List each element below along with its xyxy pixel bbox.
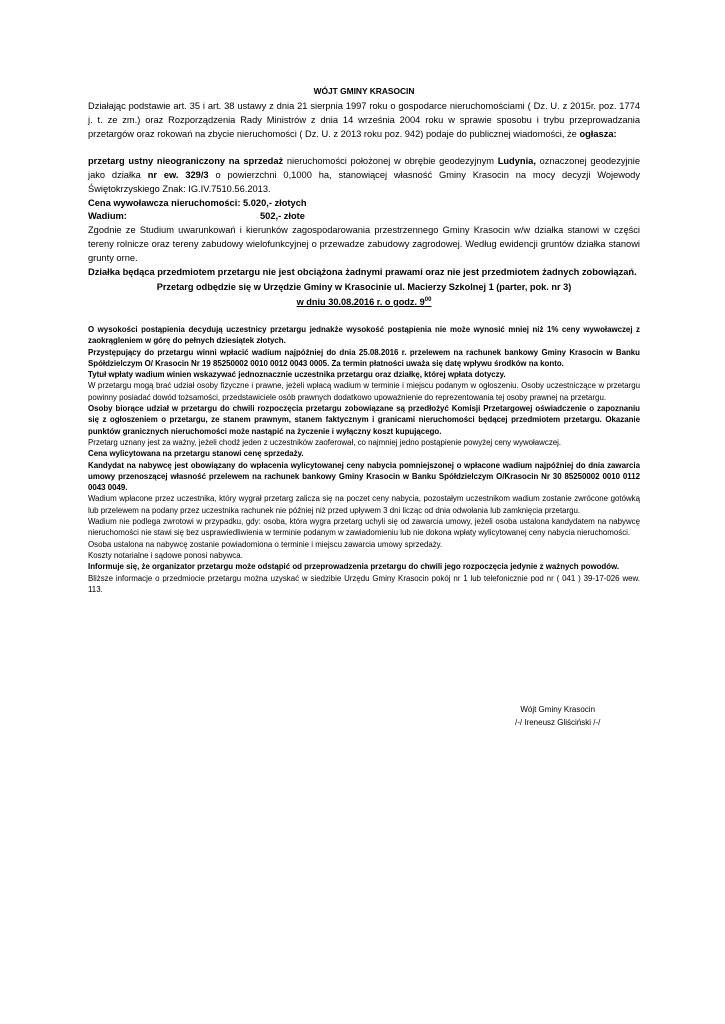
spacer	[88, 141, 640, 154]
rule-bid-increment: O wysokości postąpienia decydują uczestnicy przetargu jednakże wysokość postąpienia nie może wynosić mniej niż 1% ceny wywoławczej z zaokrągleniem w górę do pełnych dziesiątek złotych.	[88, 325, 640, 346]
study-paragraph: Zgodnie ze Studium uwarunkowań i kierunków zagospodarowania przestrzennego Gminy Krasocin w/w działka stanowi w części tereny rolnicze oraz tereny zabudowy wielofunkcyjnej o przewadze zabudowy zagrodowej. Według ewidencji gruntów działka stanowi grunty orne.	[88, 225, 640, 263]
rule-notification: Osoba ustalona na nabywcę zostanie powiadomiona o terminie i miejscu zawarcia umowy sprzedaży.	[88, 539, 443, 549]
rule-contact-info: Bliższe informacje o przedmiocie przetargu można uzyskać w siedzibie Urzędu Gminy Krasocin pokój nr 1 lub telefonicznie pod nr ( 041 ) 39-17-026 wew. 113.	[88, 573, 640, 594]
wadium-value: 502,- złote	[260, 211, 305, 221]
rule-wadium-forfeit: Wadium nie podlega zwrotowi w przypadku, gdy: osoba, która wygra przetarg uchyli się od zawarcia umowy, jeżeli osoba ustalona kandydatem na nabywcę nieruchomości nie stawi się bez usprawiedliwienia w terminie podanym w zawiadomieniu lub nie dokona wpłaty wylicytowanej ceny nabycia nieruchomości.	[88, 517, 640, 538]
spacer	[88, 309, 640, 324]
rule-participants: W przetargu mogą brać udział osoby fizyczne i prawne, jeżeli wpłacą wadium w terminie i miejscu podanym w ogłoszeniu. Osoby uczestniczące w przetargu powinny posiadać dowód tożsamości, przedstawiciele osób prawnych dodatkowo upoważnienie do reprezentowania tej osoby prawnej na przetargu.	[88, 381, 640, 402]
signature-title: Wójt Gminy Krasocin	[520, 705, 596, 714]
intro-text: Działając podstawie art. 35 i art. 38 ustawy z dnia 21 sierpnia 1997 roku o gospodarce nieruchomościami ( Dz. U. z 2015r. poz. 1774 j. t. ze zm.) oraz Rozporządzenia Rady Ministrów z dnia 14 września 2004 roku w sprawie sposobu i trybu przeprowadzania przetargów oraz rokowań na zbycie nieruchomości ( Dz. U. z 2013 roku poz. 942) podaje do publicznej wiadomości, że	[88, 101, 640, 139]
offer-type: przetarg ustny nieograniczony na sprzedaż	[88, 156, 284, 166]
wadium-row	[88, 210, 640, 223]
rule-withdrawal: Informuje się, że organizator przetargu może odstąpić od przeprowadzenia przetargu do chwili jego rozpoczęcia jedynie z ważnych powodów.	[88, 562, 620, 572]
offer-text: oznaczonej geodezyjnie jako działka	[88, 156, 641, 180]
rule-wadium-payment: Przystępujący do przetargu winni wpłacić wadium najpóźniej do dnia 25.08.2016 r. przelewem na rachunek bankowy Gminy Krasocin w Banku Spółdzielczym O/ Krasocin Nr 19 85250002 0010 0012 0043 0005. Za termin płatności uważa się datę wpływu środków na konto.	[88, 347, 640, 368]
document-title: WÓJT GMINY KRASOCIN	[313, 86, 415, 96]
rule-declaration: Osoby biorące udział w przetargu do chwili rozpoczęcia przetargu zobowiązane są przedłożyć Komisji Przetargowej oświadczenie o zapoznaniu się z ogłoszeniem o przetargu, ze stanem prawnym, stanem faktycznym i granicami nieruchomości będącej przedmiotem przetargu. Okazanie punktów granicznych nieruchomości może nastąpić na życzenie i wyłączny koszt kupującego.	[88, 404, 640, 436]
rule-wadium-return: Wadium wpłacone przez uczestnika, który wygrał przetarg zalicza się na poczet ceny nabycia, pozostałym uczestnikom wadium zostanie zwrócone gotówką lub przelewem na podany przez uczestnika rachunek nie później niż przed upływem 3 dni licząc od dnia odwołania lub zamknięcia przetargu.	[88, 494, 640, 515]
intro-paragraph	[88, 99, 640, 141]
starting-price: Cena wywoławcza nieruchomości: 5.020,- złotych	[88, 198, 307, 208]
rule-costs: Koszty notarialne i sądowe ponosi nabywca.	[88, 550, 243, 560]
auction-date	[88, 294, 640, 309]
plot-number: nr ew. 329/3	[147, 170, 209, 180]
auction-time-minutes: 00	[424, 297, 432, 303]
offer-paragraph	[88, 154, 640, 196]
offer-text: o powierzchni 0,1000 ha, stanowiącej własność Gminy Krasocin na mocy decyzji Wojewody Świętokrzyskiego Znak: IG.IV.7510.56.2013.	[88, 170, 640, 194]
rule-payment-title: Tytuł wpłaty wadium winien wskazywać jednoznacznie uczestnika przetargu oraz działkę, której wpłata dotyczy.	[88, 370, 506, 380]
signature-name: /-/ Ireneusz Gliściński /-/	[515, 718, 601, 727]
offer-text: nieruchomości położonej w obrębie geodezyjnym	[283, 156, 498, 166]
rule-sale-price: Cena wylicytowana na przetargu stanowi cenę sprzedaży.	[88, 449, 304, 459]
intro-announces: ogłasza:	[579, 129, 617, 139]
auction-venue: Przetarg odbędzie się w Urzędzie Gminy w Krasocinie ul. Macierzy Szkolnej 1 (parter, pok. nr 3)	[156, 282, 572, 292]
wadium-label: Wadium:	[88, 211, 127, 221]
encumbrance-paragraph: Działka będąca przedmiotem przetargu nie jest obciążona żadnymi prawami oraz nie jest przedmiotem żadnych zobowiązań.	[88, 267, 637, 277]
signature-block	[515, 703, 600, 729]
rule-validity: Przetarg uznany jest za ważny, jeżeli chodź jeden z uczestników zaoferował, co najmniej jedno postąpienie powyżej ceny wywoławczej.	[88, 437, 562, 447]
offer-location: Ludynia,	[497, 156, 536, 166]
announcement-document	[88, 86, 640, 595]
rule-buyer-payment: Kandydat na nabywcę jest obowiązany do wpłacenia wylicytowanej ceny nabycia pomniejszonej o wpłacone wadium najpóźniej do dnia zawarcia umowy przenoszącej własność przelewem na rachunek bankowy Gminy Krasocin w Banku Spółdzielczym O/Krasocin Nr 30 85250002 0010 0112 0043 0049.	[88, 460, 640, 493]
auction-date-text: w dniu 30.08.2016 r. o godz. 9	[296, 297, 425, 307]
